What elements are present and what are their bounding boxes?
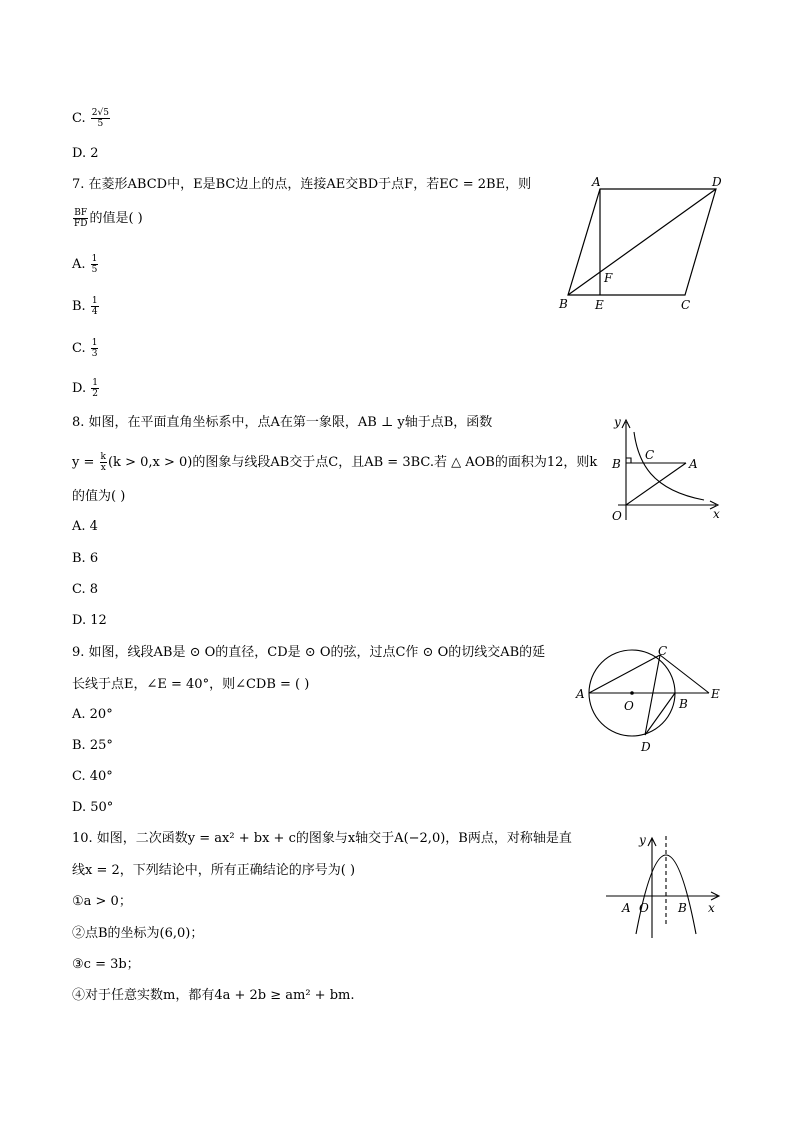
svg-text:y: y [614, 415, 621, 429]
q7-stem-fraction-line: $\frac{BF}{FD}$ 的值是( ) [74, 208, 143, 229]
svg-text:x: x [713, 507, 720, 521]
q8-option-d: D. 12 [72, 613, 107, 628]
svg-text:O: O [612, 509, 622, 523]
q6-option-d: D. 2 [72, 146, 99, 161]
q8-option-a: A. 4 [72, 519, 98, 534]
q7-ratio-fraction: $\frac{BF}{FD}$ [74, 208, 88, 229]
svg-text:B: B [559, 297, 568, 311]
q6-option-c: C. $\frac{2√5}{5}$ [72, 108, 109, 129]
svg-text:F: F [604, 271, 613, 285]
q8-stem: 8. 如图，在平面直角坐标系中，点A在第一象限，AB ⊥ y轴于点B，函数 [72, 415, 493, 430]
svg-text:C: C [645, 448, 655, 462]
q8-stem-end: 的值为( ) [72, 489, 126, 504]
q10-statement-3: ③c = 3b； [72, 957, 140, 972]
svg-text:y: y [639, 833, 646, 847]
q8-stem-function: y = $\frac{k}{x}$ (k > 0,x > 0)的图象与线段AB交于点C，且AB = 3BC.若 △ AOB的面积为12，则k [72, 452, 598, 473]
q9-stem-end: 长线于点E，∠E = 40°，则∠CDB = ( ) [72, 677, 310, 692]
q7-option-b: B. $\frac{1}{4}$ [72, 296, 98, 317]
q9-stem: 9. 如图，线段AB是 ⊙ O的直径，CD是 ⊙ O的弦，过点C作 ⊙ O的切线交AB的延 [72, 645, 546, 660]
q7-option-c: C. $\frac{1}{3}$ [72, 338, 98, 359]
q10-statement-1: ①a > 0； [72, 894, 132, 909]
svg-text:D: D [641, 740, 651, 754]
svg-text:B: B [612, 457, 621, 471]
svg-text:B: B [679, 697, 688, 711]
svg-text:D: D [712, 175, 722, 189]
svg-text:A: A [622, 901, 631, 915]
q10-statement-4: ④对于任意实数m，都有4a + 2b ≥ am² + bm. [72, 988, 355, 1003]
svg-text:O: O [639, 901, 649, 915]
svg-text:E: E [711, 687, 720, 701]
svg-text:O: O [624, 699, 634, 713]
q7-option-a: A. $\frac{1}{5}$ [72, 254, 98, 275]
q9-option-c: C. 40° [72, 769, 113, 784]
q9-option-d: D. 50° [72, 800, 114, 815]
svg-text:A: A [592, 175, 601, 189]
svg-text:x: x [708, 901, 715, 915]
q8-k-over-x-fraction: $\frac{k}{x}$ [100, 452, 106, 473]
svg-text:C: C [658, 644, 668, 658]
q10-statement-2: ②点B的坐标为(6,0)； [72, 926, 204, 941]
q10-parabola-figure [600, 826, 726, 942]
q10-stem: 10. 如图，二次函数y = ax² + bx + c的图象与x轴交于A(−2,0)，B两点，对称轴是直 [72, 831, 572, 846]
q6-option-c-fraction: $\frac{2√5}{5}$ [91, 108, 109, 129]
svg-text:B: B [678, 901, 687, 915]
q9-option-a: A. 20° [72, 707, 113, 722]
svg-text:E: E [595, 298, 604, 312]
q10-stem-end: 线x = 2，下列结论中，所有正确结论的序号为( ) [72, 863, 356, 878]
q8-option-b: B. 6 [72, 551, 99, 566]
svg-text:A: A [576, 687, 585, 701]
q9-circle-figure [572, 642, 728, 756]
svg-text:C: C [681, 298, 691, 312]
q8-coordinate-figure [606, 412, 730, 524]
q9-option-b: B. 25° [72, 738, 113, 753]
q7-stem: 7. 在菱形ABCD中，E是BC边上的点，连接AE交BD于点F，若EC = 2BE，则 [72, 177, 532, 192]
q8-option-c: C. 8 [72, 582, 99, 597]
q7-rhombus-figure [552, 172, 732, 314]
q7-option-d: D. $\frac{1}{2}$ [72, 378, 98, 399]
svg-text:A: A [689, 457, 698, 471]
